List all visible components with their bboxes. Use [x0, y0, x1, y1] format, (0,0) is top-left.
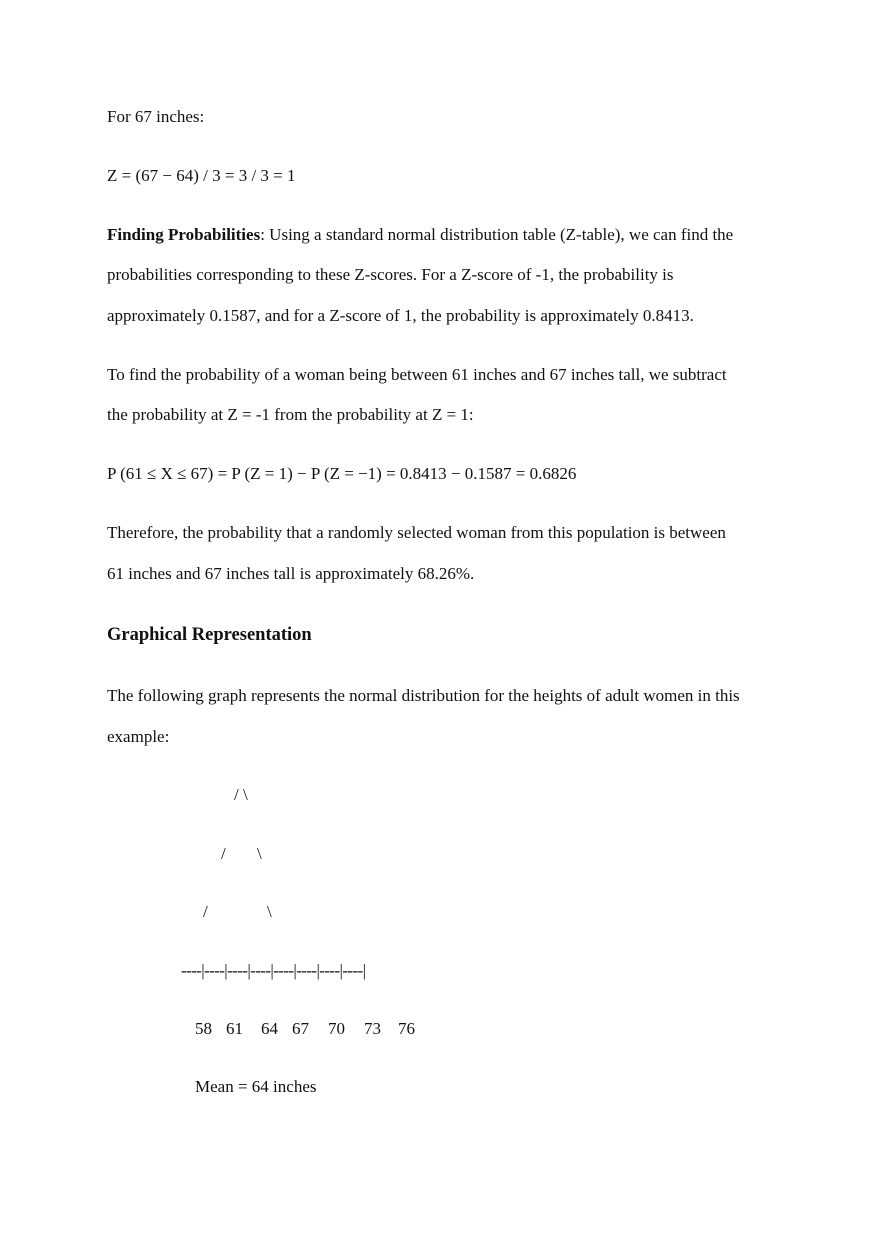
z-score-equation: Z = (67 − 64) / 3 = 3 / 3 = 1 [107, 166, 296, 185]
section-heading: Graphical Representation [107, 625, 312, 645]
paragraph-line: approximately 0.1587, and for a Z-score of 1, the probability is approximately 0.8413. [107, 306, 694, 325]
tick-label: 64 [261, 1019, 278, 1038]
tick-label: 67 [292, 1019, 309, 1038]
paragraph-line: 61 inches and 67 inches tall is approximately 68.26%. [107, 564, 475, 583]
finding-probabilities-label: Finding Probabilities [107, 225, 261, 244]
paragraph-line: the probability at Z = -1 from the probability at Z = 1: [107, 405, 474, 424]
paragraph-line: probabilities corresponding to these Z-scores. For a Z-score of -1, the probability is [107, 265, 674, 284]
graph-slope-left: / [203, 902, 208, 921]
graph-slope-left: / [221, 844, 226, 863]
graph-slope-right: \ [257, 844, 262, 863]
graph-slope-right: \ [267, 902, 272, 921]
paragraph-line: The following graph represents the normal distribution for the heights of adult women in this [107, 686, 740, 705]
paragraph-line: example: [107, 727, 170, 746]
finding-probabilities-line [107, 225, 733, 245]
finding-probabilities-text: : Using a standard normal distribution table (Z-table), we can find the [260, 225, 734, 244]
tick-label: 73 [364, 1019, 381, 1038]
graph-peak: / \ [234, 785, 248, 804]
tick-label: 58 [195, 1019, 212, 1038]
probability-equation: P (61 ≤ X ≤ 67) = P (Z = 1) − P (Z = −1) = 0.8413 − 0.1587 = 0.6826 [107, 464, 577, 483]
tick-label: 70 [328, 1019, 345, 1038]
text-line-for-67-inches: For 67 inches: [107, 107, 205, 126]
graph-axis: ----|----|----|----|----|----|----|----| [181, 961, 366, 980]
tick-label: 76 [398, 1019, 415, 1038]
paragraph-line: To find the probability of a woman being between 61 inches and 67 inches tall, we subtract [107, 365, 727, 384]
mean-label: Mean = 64 inches [195, 1077, 317, 1096]
paragraph-line: Therefore, the probability that a randomly selected woman from this population is between [107, 523, 726, 542]
tick-label: 61 [226, 1019, 243, 1038]
